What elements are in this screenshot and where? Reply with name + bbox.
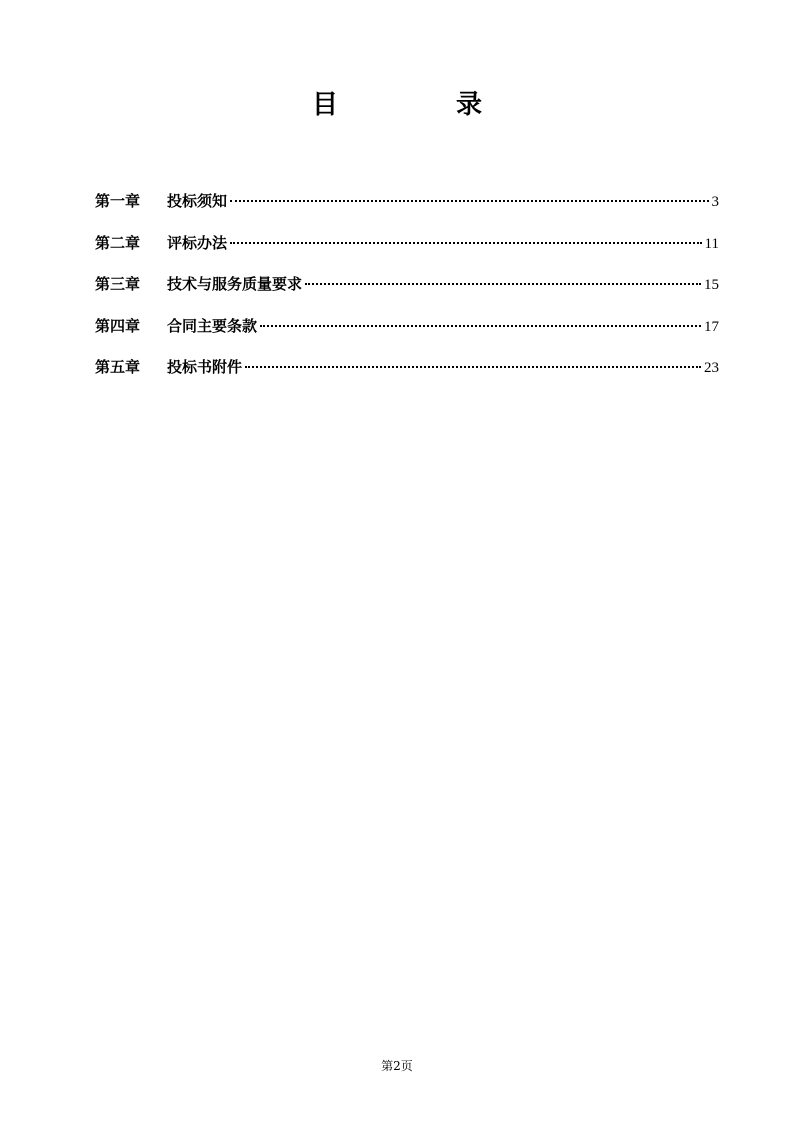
toc-chapter-title: 投标须知 [167,192,228,210]
table-of-contents [95,190,719,398]
toc-entry[interactable] [95,356,719,398]
toc-page-number: 11 [704,235,719,252]
toc-entry[interactable] [95,315,719,357]
toc-chapter-number: 第四章 [95,316,141,335]
toc-dot-leader [305,283,701,285]
page-title: 目 录 [311,90,528,120]
toc-dot-leader [230,200,708,202]
toc-entry[interactable] [95,232,719,274]
toc-page-number: 3 [711,194,719,210]
toc-chapter-number: 第二章 [95,233,141,252]
toc-page-number: 23 [704,360,719,376]
toc-entry[interactable] [95,273,719,315]
toc-chapter-title: 技术与服务质量要求 [167,275,303,293]
toc-chapter-number: 第三章 [95,275,141,293]
toc-dot-leader [245,366,701,368]
toc-entry[interactable] [95,190,719,232]
toc-chapter-title: 投标书附件 [167,358,243,376]
toc-dot-leader [230,242,702,244]
toc-chapter-title: 评标办法 [167,233,228,252]
toc-chapter-number: 第五章 [95,358,141,376]
page-footer-number: 第2页 [381,1059,413,1073]
toc-chapter-title: 合同主要条款 [167,316,258,335]
toc-page-number: 17 [704,318,719,335]
toc-page-number: 15 [704,277,719,293]
toc-chapter-number: 第一章 [95,192,141,210]
toc-dot-leader [260,325,701,327]
